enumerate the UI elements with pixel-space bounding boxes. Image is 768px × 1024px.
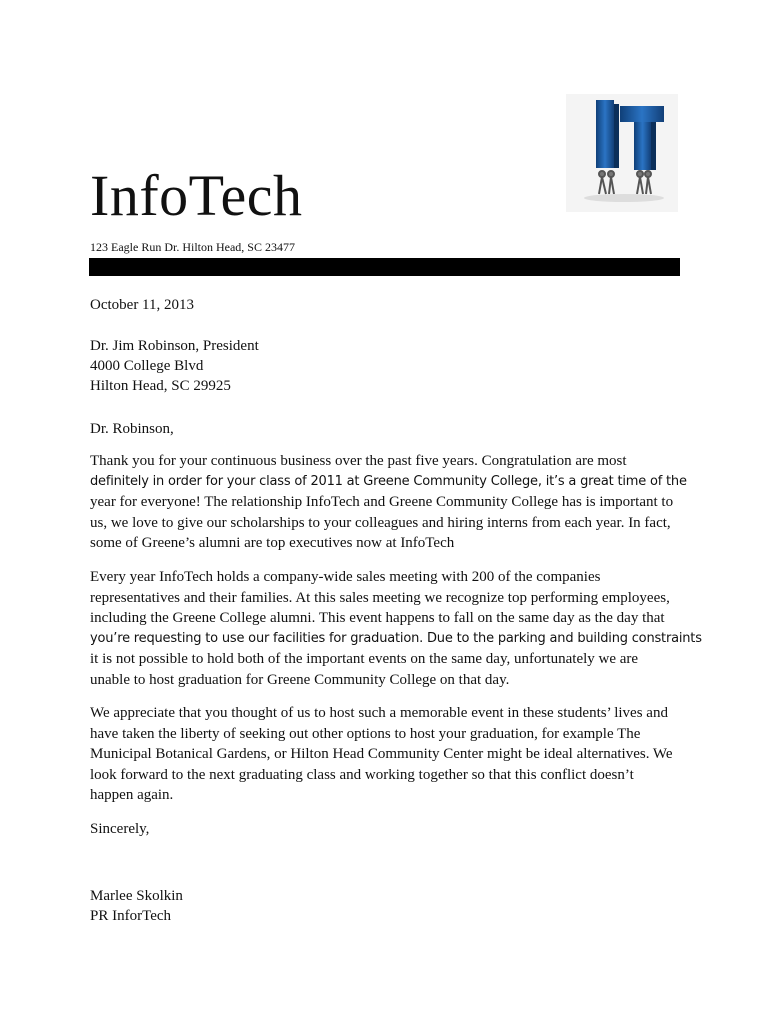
recipient-line: Dr. Jim Robinson, President bbox=[90, 338, 259, 354]
paragraph-line: happen again. bbox=[90, 787, 174, 803]
paragraph-line: Every year InfoTech holds a company-wide sales meeting with 200 of the companies bbox=[90, 569, 601, 585]
closing: Sincerely, bbox=[90, 821, 150, 837]
paragraph-line: including the Greene College alumni. This event happens to fall on the same day as the day that bbox=[90, 610, 665, 626]
paragraph-line: Municipal Botanical Gardens, or Hilton Head Community Center might be ideal alternatives. We bbox=[90, 746, 673, 762]
paragraph-line: look forward to the next graduating class and working together so that this conflict doesn’t bbox=[90, 766, 634, 783]
letter-date: October 11, 2013 bbox=[90, 297, 195, 313]
paragraph-line: We appreciate that you thought of us to host such a memorable event in these students’ lives and bbox=[90, 705, 668, 721]
paragraph-line: some of Greene’s alumni are top executives now at InfoTech bbox=[90, 535, 455, 551]
it-logo-icon bbox=[566, 94, 678, 212]
signature-name: Marlee Skolkin bbox=[90, 888, 183, 904]
body-paragraph-2 bbox=[90, 567, 702, 690]
paragraph-line: us, we love to give our scholarships to your colleagues and hiring interns from each year. In fact, bbox=[90, 514, 671, 531]
paragraph-line: Thank you for your continuous business over the past five years. Congratulation are most bbox=[90, 453, 627, 469]
paragraph-line: representatives and their families. At this sales meeting we recognize top performing employees, bbox=[90, 589, 670, 606]
paragraph-line: have taken the liberty of seeking out other options to host your graduation, for example The bbox=[90, 725, 641, 742]
company-address: 123 Eagle Run Dr. Hilton Head, SC 23477 bbox=[90, 240, 295, 254]
company-name: InfoTech bbox=[90, 163, 303, 228]
paragraph-line: you’re requesting to use our facilities for graduation. Due to the parking and building constraints bbox=[90, 630, 702, 646]
header-rule bbox=[89, 258, 680, 276]
signature-title: PR InforTech bbox=[90, 908, 172, 924]
body-paragraph-1 bbox=[90, 451, 690, 554]
paragraph-line: unable to host graduation for Greene Community College on that day. bbox=[90, 671, 510, 688]
paragraph-line: definitely in order for your class of 2011 at Greene Community College, it’s a great time of the bbox=[90, 473, 687, 489]
recipient-line: 4000 College Blvd bbox=[90, 358, 204, 374]
recipient-line: Hilton Head, SC 29925 bbox=[90, 378, 231, 394]
body-paragraph-3 bbox=[90, 703, 690, 806]
paragraph-line: year for everyone! The relationship InfoTech and Greene Community College has is important to bbox=[90, 494, 674, 510]
salutation: Dr. Robinson, bbox=[90, 421, 174, 437]
paragraph-line: it is not possible to hold both of the important events on the same day, unfortunately we are bbox=[90, 651, 639, 667]
